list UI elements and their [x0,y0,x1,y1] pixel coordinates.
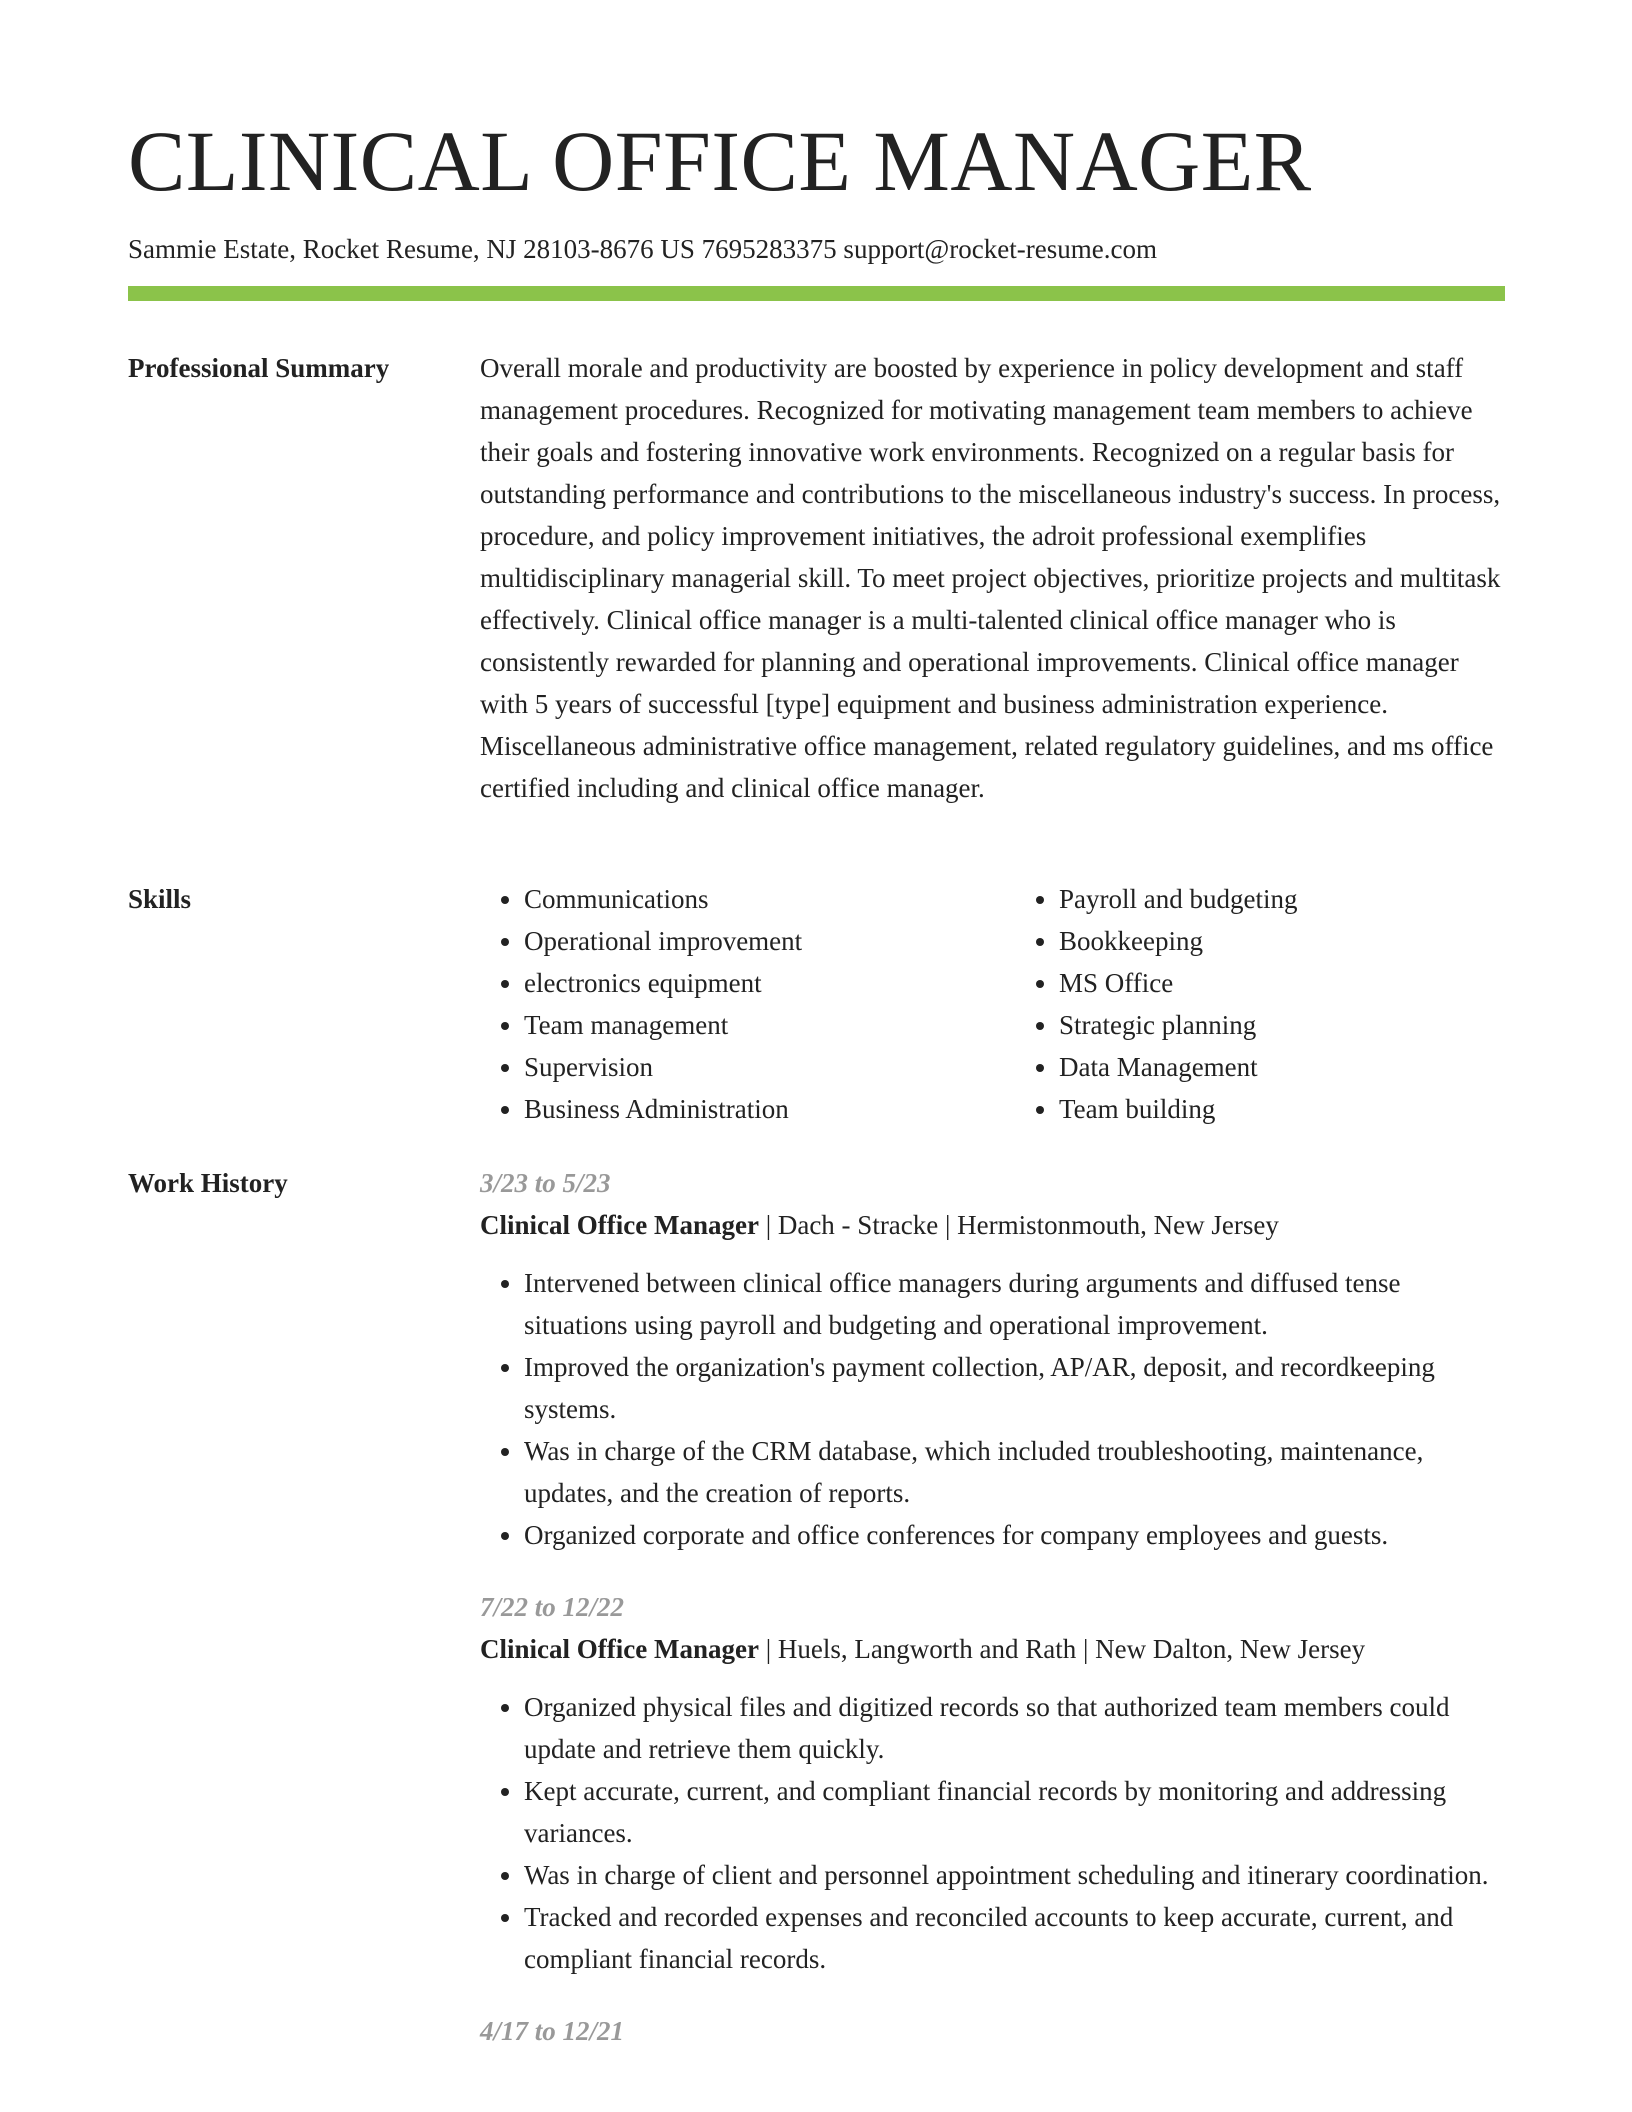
summary-heading: Professional Summary [128,353,390,383]
skills-list-left [480,878,970,1130]
skill-item: • MS Office [1059,962,1505,1004]
job-bullets [480,1686,1505,1980]
skill-item: • Bookkeeping [1059,920,1505,962]
skill-item: • Team management [524,1004,970,1046]
job-bullet: • Organized physical files and digitized records so that authorized team members could update and retrieve them quickly. [524,1686,1505,1770]
job-bullet: • Was in charge of the CRM database, which included troubleshooting, maintenance, updates, and the creation of reports. [524,1430,1505,1514]
job-dates: 4/17 to 12/21 [480,2016,625,2046]
skill-item: • Business Administration [524,1088,970,1130]
job-bullet: • Kept accurate, current, and compliant financial records by monitoring and addressing variances. [524,1770,1505,1854]
job-header [480,1204,1505,1246]
work-history-heading: Work History [128,1168,288,1198]
skill-item: • Supervision [524,1046,970,1088]
skill-item: • Communications [524,878,970,920]
skill-item: • electronics equipment [524,962,970,1004]
job-entry [480,1162,1505,1556]
contact-line: Sammie Estate, Rocket Resume, NJ 28103-8676 US 7695283375 support@rocket-resume.com [128,234,1157,264]
job-header [480,1628,1505,1670]
skill-item: • Strategic planning [1059,1004,1505,1046]
skill-item: • Data Management [1059,1046,1505,1088]
summary-text: Overall morale and productivity are boosted by experience in policy development and staff management procedures. Recognized for motivating management team members to achieve their goals and fostering innovative work environments. Recognized on a regular basis for outstanding performance and contributions to the miscellaneous industry's success. In process, procedure, and policy improvement initiatives, the adroit professional exemplifies multidisciplinary managerial skill. To meet project objectives, prioritize projects and multitask effectively. Clinical office manager is a multi-talented clinical office manager who is consistently rewarded for planning and operational improvements. Clinical office manager with 5 years of successful [type] equipment and business administration experience. Miscellaneous administrative office management, related regulatory guidelines, and ms office certified including and clinical office manager. [480,353,1501,803]
job-entry [480,1586,1505,1980]
job-title: Clinical Office Manager [480,1634,759,1664]
job-details: | Huels, Langworth and Rath | New Dalton, New Jersey [758,1634,1366,1664]
job-bullet: • Intervened between clinical office managers during arguments and diffused tense situations using payroll and budgeting and operational improvement. [524,1262,1505,1346]
skills-lists [480,878,1505,1130]
skills-list-right [1015,878,1505,1130]
job-bullets [480,1262,1505,1556]
skill-item: • Operational improvement [524,920,970,962]
job-bullet: • Tracked and recorded expenses and reconciled accounts to keep accurate, current, and compliant financial records. [524,1896,1505,1980]
job-title: Clinical Office Manager [480,1210,759,1240]
skill-item: • Payroll and budgeting [1059,878,1505,920]
resume-title: CLINICAL OFFICE MANAGER [128,113,1312,209]
job-bullet: • Improved the organization's payment collection, AP/AR, deposit, and recordkeeping systems. [524,1346,1505,1430]
work-history-body [480,1162,1505,2082]
job-entry [480,2010,1505,2052]
skill-item: • Team building [1059,1088,1505,1130]
job-bullet: • Was in charge of client and personnel appointment scheduling and itinerary coordination. [524,1854,1505,1896]
summary-body [480,347,1505,809]
accent-divider [128,286,1505,301]
job-bullet: • Organized corporate and office conferences for company employees and guests. [524,1514,1505,1556]
job-details: | Dach - Stracke | Hermistonmouth, New Jersey [758,1210,1279,1240]
job-dates: 7/22 to 12/22 [480,1592,625,1622]
skills-heading: Skills [128,884,192,914]
job-dates: 3/23 to 5/23 [480,1168,611,1198]
